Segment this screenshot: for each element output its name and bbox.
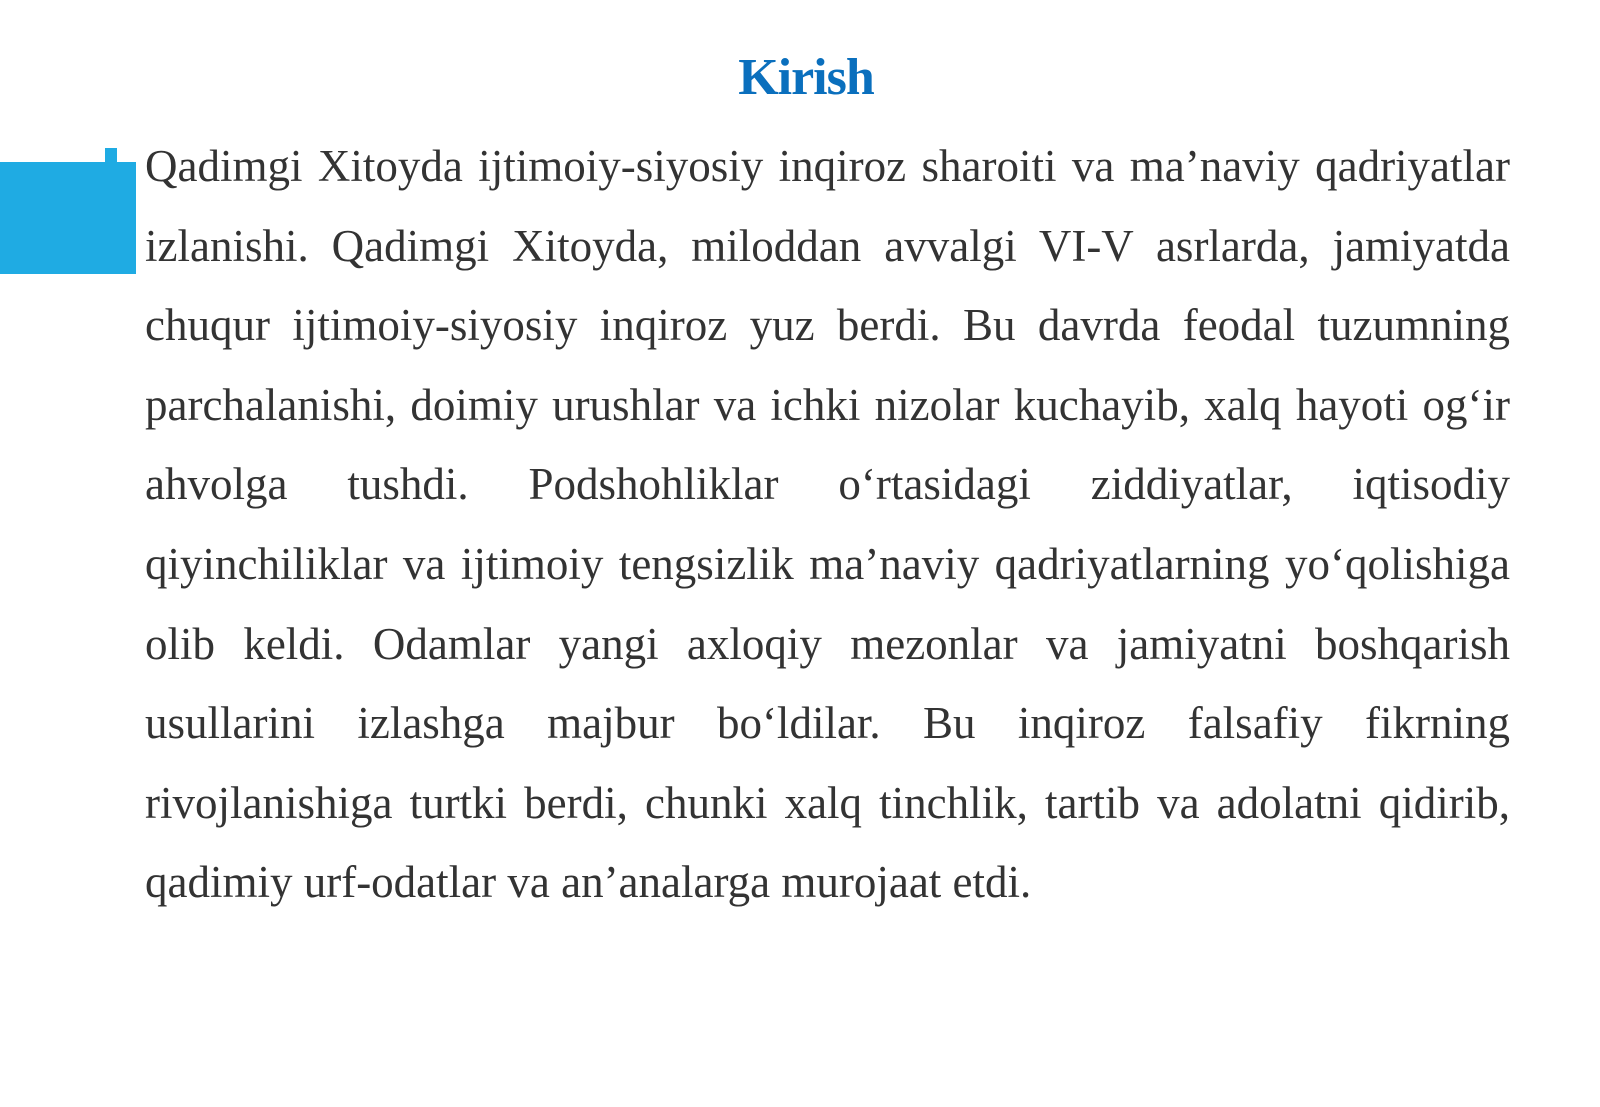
bullet-marker (105, 148, 117, 164)
accent-bar (0, 162, 136, 274)
body-paragraph: Qadimgi Xitoyda ijtimoiy-siyosiy inqiroz sharoiti va ma’naviy qadriyatlar izlanishi. Qadimgi Xitoyda, miloddan avvalgi VI-V asrlarda, jamiyatda chuqur ijtimoiy-siyosiy inqiroz yuz berdi. Bu davrda feodal tuzumning parchalanishi, doimiy urushlar va ichki nizolar kuchayib, xalq hayoti og‘ir ahvolga tushdi. Podshohliklar o‘rtasidagi ziddiyatlar, iqtisodiy qiyinchiliklar va ijtimoiy tengsizlik ma’naviy qadriyatlarning yo‘qolishiga olib keldi. Odamlar yangi axloqiy mezonlar va jamiyatni boshqarish usullarini izlashga majbur bo‘ldilar. Bu inqiroz falsafiy fikrning rivojlanishiga turtki berdi, chunki xalq tinchlik, tartib va adolatni qidirib, qadimiy urf-odatlar va an’analarga murojaat etdi. (145, 141, 1510, 908)
slide-title: Kirish (738, 49, 874, 106)
